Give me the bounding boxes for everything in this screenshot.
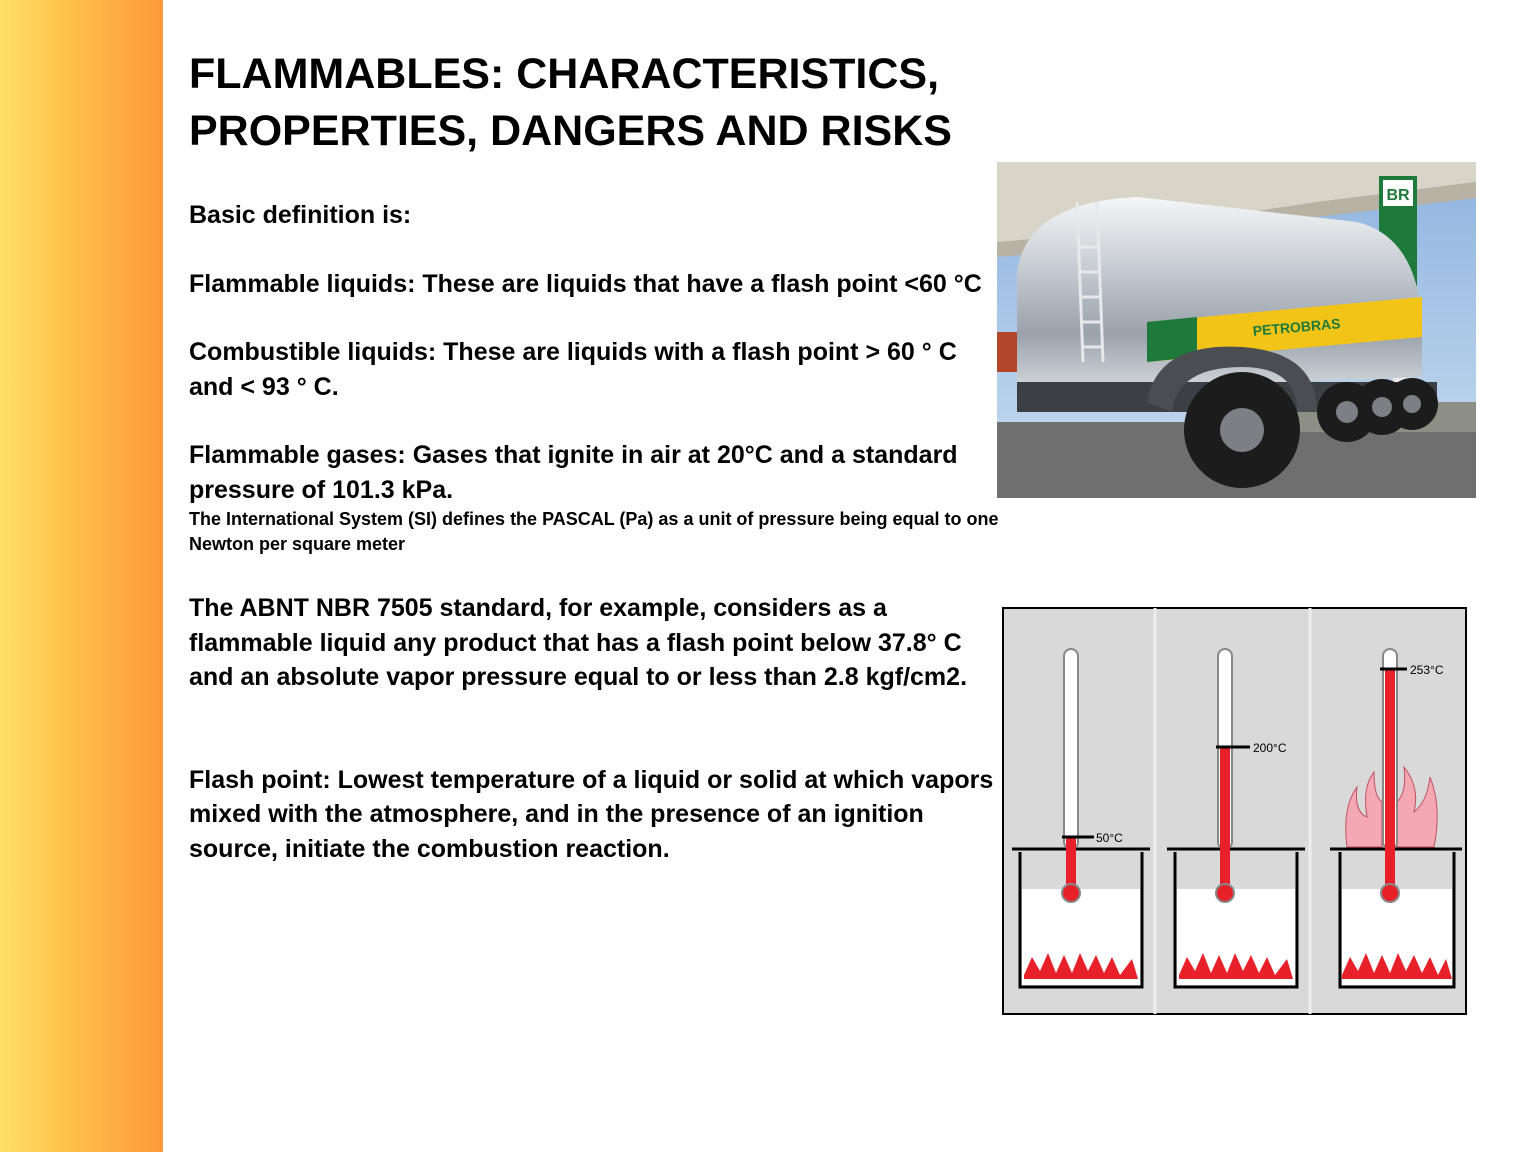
decorative-sidebar xyxy=(0,0,163,1152)
br-logo-text: BR xyxy=(1386,187,1410,204)
temperature-label-50: 50°C xyxy=(1096,831,1123,845)
tanker-truck-photo xyxy=(997,162,1476,498)
slide-content xyxy=(189,46,1004,866)
intro-text: Basic definition is: xyxy=(189,201,412,229)
abnt-standard-text: The ABNT NBR 7505 standard, for example, considers as a flammable liquid any product that has a flash point below 37.8° C and an absolute vapor pressure equal to or less than 2.8 kgf/cm2. xyxy=(189,594,968,691)
flash-point-diagram xyxy=(1002,607,1467,1015)
flash-point-definition: Flash point: Lowest temperature of a liquid or solid at which vapors mixed with the atmosphere, and in the presence of an ignition source, initiate the combustion reaction. xyxy=(189,765,994,863)
temperature-label-253: 253°C xyxy=(1410,663,1444,677)
combustible-liquids-definition: Combustible liquids: These are liquids with a flash point > 60 ° C and < 93 ° C. xyxy=(189,338,957,401)
temperature-label-200: 200°C xyxy=(1253,741,1287,755)
flammable-gases-definition: Flammable gases: Gases that ignite in air at 20°C and a standard pressure of 101.3 kPa. xyxy=(189,441,958,504)
petrobras-stripe-text: PETROBRAS xyxy=(1252,315,1342,339)
slide-title: FLAMMABLES: CHARACTERISTICS, PROPERTIES, DANGERS AND RISKS xyxy=(189,50,952,155)
si-pascal-note: The International System (SI) defines the PASCAL (Pa) as a unit of pressure being equal to one Newton per square meter xyxy=(189,509,999,554)
flammable-liquids-definition: Flammable liquids: These are liquids that have a flash point <60 °C xyxy=(189,269,982,298)
